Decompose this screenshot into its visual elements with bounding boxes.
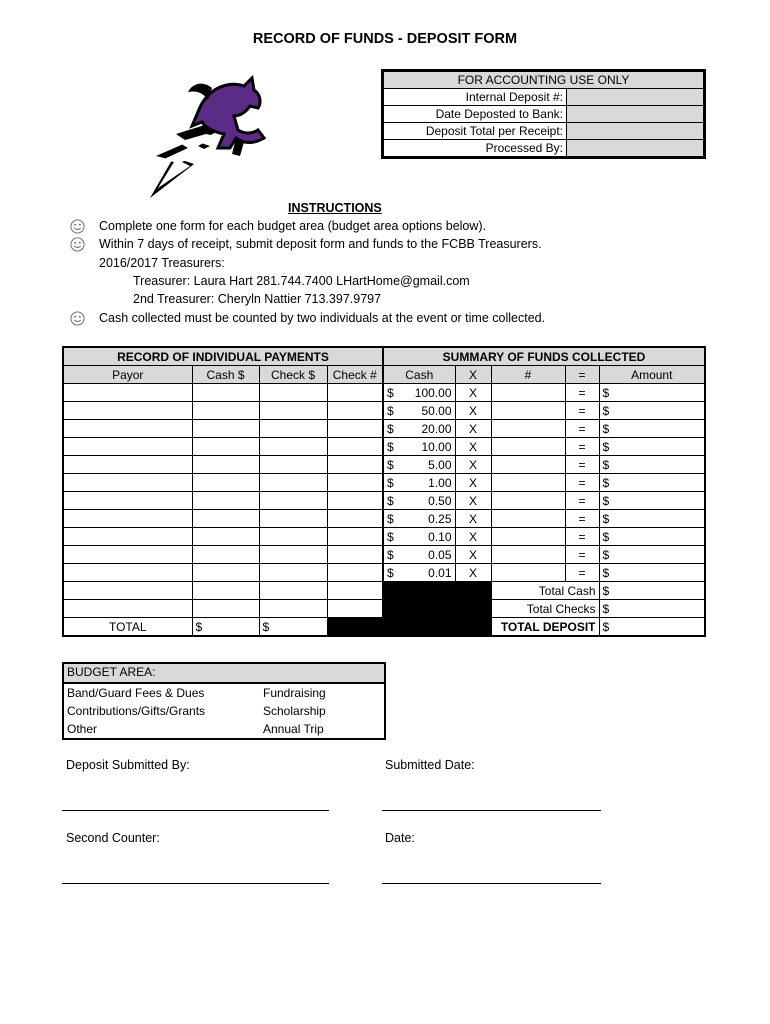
check-cell[interactable] [259,564,327,582]
equals-sign: = [565,438,599,456]
internal-deposit-field[interactable] [567,89,704,106]
times-sign: X [455,420,491,438]
times-sign: X [455,564,491,582]
check-cell[interactable] [259,600,327,618]
blacked-cell [327,618,383,637]
dollar-sign: $ [383,510,397,528]
payment-row [63,420,383,438]
amount-cell[interactable]: $ [599,402,705,420]
total-cash-field[interactable]: $ [192,618,259,637]
deposit-total-label: Deposit Total per Receipt: [384,123,567,140]
instruction-1: Complete one form for each budget area (budget area options below). [99,219,487,233]
payment-row [63,492,383,510]
equals-sign: = [565,492,599,510]
times-sign: X [455,528,491,546]
check-column: Check $ [259,366,327,384]
count-cell[interactable] [491,420,565,438]
payment-row [63,600,383,618]
date-deposited-label: Date Deposted to Bank: [384,106,567,123]
payor-cell[interactable] [63,600,192,618]
payor-cell[interactable] [63,438,192,456]
date-line[interactable] [382,883,601,884]
equals-sign: = [565,546,599,564]
cash-cell[interactable] [192,456,259,474]
count-cell[interactable] [491,474,565,492]
total-cash-amount[interactable]: $ [599,582,705,600]
budget-option: Other [67,722,98,736]
count-cell[interactable] [491,564,565,582]
denomination-row [383,492,705,510]
check-number-cell[interactable] [327,456,383,474]
denomination-value: 0.10 [397,528,455,546]
internal-deposit-label: Internal Deposit #: [384,89,567,106]
payment-row [63,402,383,420]
count-cell[interactable] [491,438,565,456]
payor-cell[interactable] [63,402,192,420]
denomination-value: 5.00 [397,456,455,474]
budget-row [64,684,384,702]
dollar-sign: $ [383,528,397,546]
smiley-icon [70,311,85,326]
denomination-value: 0.50 [397,492,455,510]
check-number-cell[interactable] [327,564,383,582]
total-checks-label: Total Checks [491,600,599,618]
budget-option: Scholarship [263,704,326,718]
denomination-value: 50.00 [397,402,455,420]
payor-cell[interactable] [63,456,192,474]
payment-row [63,528,383,546]
deposit-total-field[interactable] [567,123,704,140]
dollar-sign: $ [383,492,397,510]
check-number-cell[interactable] [327,492,383,510]
cash-cell[interactable] [192,546,259,564]
payor-cell[interactable] [63,528,192,546]
payments-total-label: TOTAL [63,618,192,637]
check-number-cell[interactable] [327,600,383,618]
times-sign: X [455,402,491,420]
dollar-sign: $ [383,384,397,402]
total-check-field[interactable]: $ [259,618,327,637]
check-cell[interactable] [259,384,327,402]
instructions-title: INSTRUCTIONS [288,201,382,215]
equals-sign: = [565,528,599,546]
payment-row [63,438,383,456]
check-number-cell[interactable] [327,528,383,546]
payment-row [63,546,383,564]
date-deposited-field[interactable] [567,106,704,123]
amount-cell[interactable]: $ [599,492,705,510]
processed-by-label: Processed By: [384,140,567,157]
count-cell[interactable] [491,456,565,474]
denomination-value: 100.00 [397,384,455,402]
denomination-value: 0.01 [397,564,455,582]
payor-cell[interactable] [63,582,192,600]
cash-cell[interactable] [192,510,259,528]
denomination-row [383,456,705,474]
amount-cell[interactable]: $ [599,384,705,402]
count-cell[interactable] [491,528,565,546]
payor-cell[interactable] [63,384,192,402]
cash-cell[interactable] [192,492,259,510]
cash-cell[interactable] [192,564,259,582]
check-number-cell[interactable] [327,582,383,600]
check-number-cell[interactable] [327,384,383,402]
submitted-date-line[interactable] [382,810,601,811]
check-cell[interactable] [259,492,327,510]
total-checks-amount[interactable]: $ [599,600,705,618]
submitted-by-line[interactable] [62,810,329,811]
payor-column: Payor [63,366,192,384]
payments-table [62,346,382,637]
denomination-row [383,564,705,582]
form-title: RECORD OF FUNDS - DEPOSIT FORM [252,31,518,47]
budget-option: Fundraising [263,686,326,700]
check-number-cell[interactable] [327,510,383,528]
payor-cell[interactable] [63,474,192,492]
check-number-cell[interactable] [327,546,383,564]
count-cell[interactable] [491,492,565,510]
submitted-by-label: Deposit Submitted By: [66,758,190,772]
count-cell[interactable] [491,384,565,402]
instruction-3: Cash collected must be counted by two individuals at the event or time collected. [99,311,546,325]
equals-sign: = [565,402,599,420]
check-cell[interactable] [259,528,327,546]
payment-row [63,564,383,582]
dollar-sign: $ [383,420,397,438]
check-number-cell[interactable] [327,474,383,492]
denomination-row [383,438,705,456]
amount-cell[interactable]: $ [599,456,705,474]
times-sign: X [455,384,491,402]
cash-cell[interactable] [192,384,259,402]
submitted-date-label: Submitted Date: [385,758,475,772]
denomination-row [383,510,705,528]
dollar-sign: $ [383,402,397,420]
amount-cell[interactable]: $ [599,510,705,528]
total-deposit-amount[interactable]: $ [599,618,705,637]
budget-option: Annual Trip [263,722,324,736]
summary-table [382,346,704,637]
check-number-column: Check # [327,366,383,384]
check-number-cell[interactable] [327,420,383,438]
treasurer-2: 2nd Treasurer: Cheryln Nattier 713.397.9797 [133,292,382,306]
denomination-row [383,384,705,402]
payment-row [63,510,383,528]
blacked-area [383,582,491,637]
payments-header: RECORD OF INDIVIDUAL PAYMENTS [63,347,383,366]
check-cell[interactable] [259,546,327,564]
check-cell[interactable] [259,474,327,492]
amount-cell[interactable]: $ [599,438,705,456]
mustang-lightning-logo [148,72,270,200]
budget-option: Band/Guard Fees & Dues [67,686,205,700]
summary-cash-column: Cash [383,366,455,384]
budget-area-header: BUDGET AREA: [64,664,384,684]
date-label: Date: [385,831,415,845]
amount-cell[interactable]: $ [599,564,705,582]
payment-row [63,474,383,492]
payor-cell[interactable] [63,510,192,528]
times-sign: X [455,510,491,528]
cash-cell[interactable] [192,420,259,438]
amount-cell[interactable]: $ [599,528,705,546]
second-counter-label: Second Counter: [66,831,160,845]
smiley-icon [70,237,85,252]
count-cell[interactable] [491,402,565,420]
count-cell[interactable] [491,546,565,564]
denomination-value: 0.05 [397,546,455,564]
total-deposit-label: TOTAL DEPOSIT [491,618,599,637]
equals-sign: = [565,420,599,438]
denomination-row [383,528,705,546]
denomination-value: 0.25 [397,510,455,528]
budget-area-box [62,662,386,740]
payor-cell[interactable] [63,492,192,510]
summary-x-column: X [455,366,491,384]
smiley-icon [70,219,85,234]
check-number-cell[interactable] [327,402,383,420]
equals-sign: = [565,384,599,402]
times-sign: X [455,456,491,474]
amount-cell[interactable]: $ [599,420,705,438]
denomination-row [383,402,705,420]
amount-cell[interactable]: $ [599,474,705,492]
dollar-sign: $ [383,546,397,564]
equals-sign: = [565,564,599,582]
check-cell[interactable] [259,420,327,438]
times-sign: X [455,492,491,510]
summary-count-column: # [491,366,565,384]
payor-cell[interactable] [63,564,192,582]
dollar-sign: $ [383,564,397,582]
times-sign: X [455,546,491,564]
cash-cell[interactable] [192,474,259,492]
check-cell[interactable] [259,582,327,600]
check-number-cell[interactable] [327,438,383,456]
denomination-row [383,474,705,492]
summary-header: SUMMARY OF FUNDS COLLECTED [383,347,705,366]
count-cell[interactable] [491,510,565,528]
equals-sign: = [565,510,599,528]
denomination-row [383,420,705,438]
amount-cell[interactable]: $ [599,546,705,564]
dollar-sign: $ [383,456,397,474]
second-counter-line[interactable] [62,883,329,884]
check-cell[interactable] [259,402,327,420]
dollar-sign: $ [383,474,397,492]
denomination-value: 1.00 [397,474,455,492]
equals-sign: = [565,456,599,474]
denomination-value: 20.00 [397,420,455,438]
cash-cell[interactable] [192,600,259,618]
equals-sign: = [565,474,599,492]
treasurer-1: Treasurer: Laura Hart 281.744.7400 LHartHome@gmail.com [133,274,470,288]
accounting-box [381,69,706,159]
payment-row [63,456,383,474]
times-sign: X [455,474,491,492]
treasurers-label: 2016/2017 Treasurers: [99,256,225,270]
denomination-value: 10.00 [397,438,455,456]
processed-by-field[interactable] [567,140,704,157]
payor-cell[interactable] [63,420,192,438]
check-cell[interactable] [259,438,327,456]
cash-cell[interactable] [192,582,259,600]
cash-cell[interactable] [192,402,259,420]
check-cell[interactable] [259,510,327,528]
dollar-sign: $ [383,438,397,456]
cash-cell[interactable] [192,528,259,546]
summary-amount-column: Amount [599,366,705,384]
total-cash-label: Total Cash [491,582,599,600]
accounting-header: FOR ACCOUNTING USE ONLY [384,72,704,89]
cash-column: Cash $ [192,366,259,384]
budget-option: Contributions/Gifts/Grants [67,704,206,718]
check-cell[interactable] [259,456,327,474]
denomination-row [383,546,705,564]
budget-row [64,702,384,720]
payment-row [63,582,383,600]
instruction-2: Within 7 days of receipt, submit deposit form and funds to the FCBB Treasurers. [99,237,542,251]
summary-eq-column: = [565,366,599,384]
budget-row [64,720,384,738]
times-sign: X [455,438,491,456]
payment-row [63,384,383,402]
cash-cell[interactable] [192,438,259,456]
payor-cell[interactable] [63,546,192,564]
